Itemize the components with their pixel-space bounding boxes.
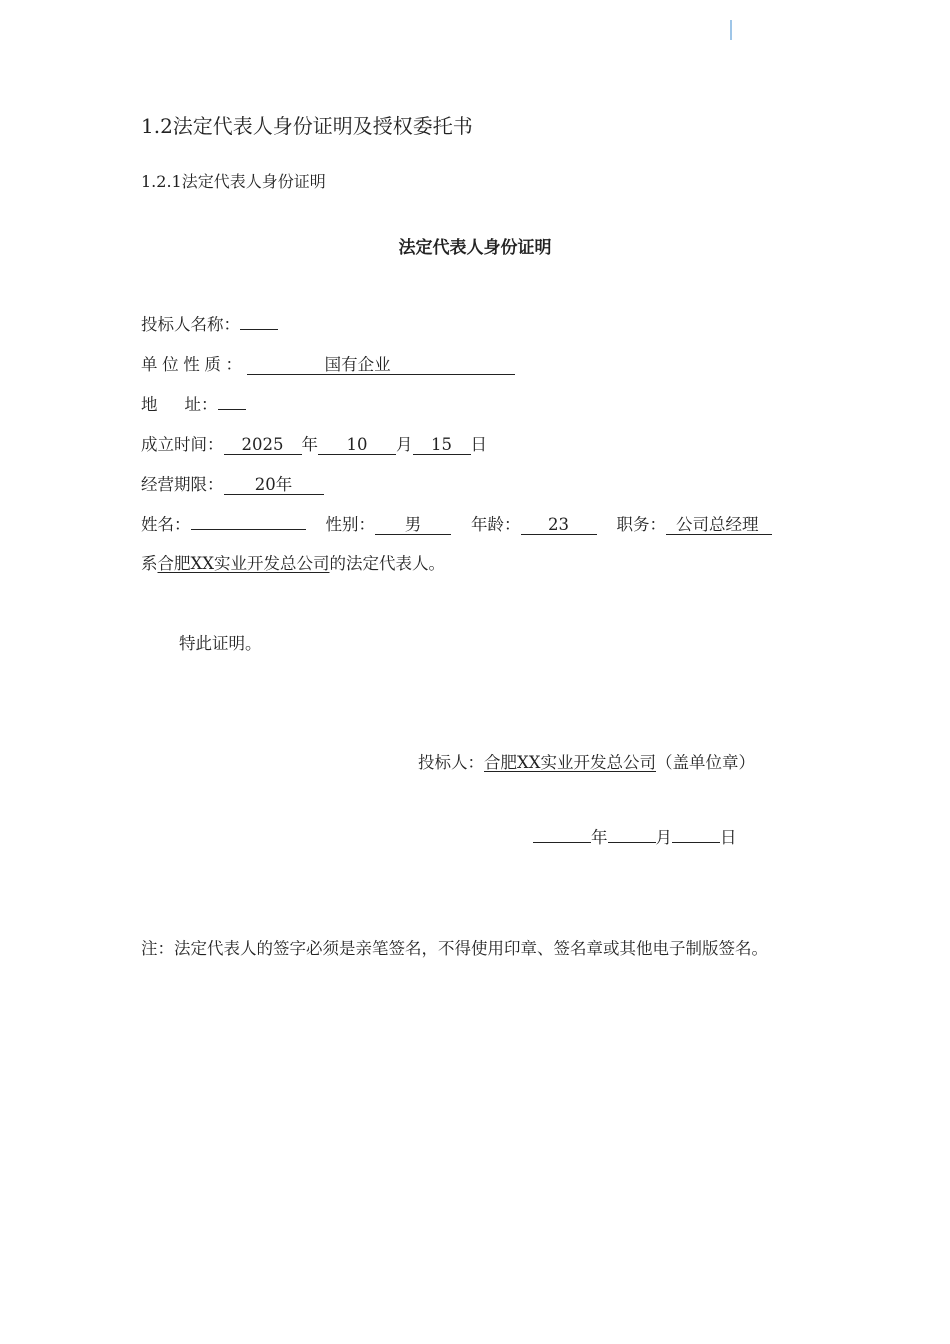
address-label-2: 址：: [184, 395, 218, 414]
term-row: [141, 474, 324, 496]
footnote: 注：法定代表人的签字必须是亲笔签名，不得使用印章、签名章或其他电子制版签名。: [141, 939, 768, 958]
founded-month-field: 10: [318, 435, 396, 455]
term-label: 经营期限：: [141, 475, 224, 494]
gender-field: 男: [375, 515, 451, 535]
founded-row: [141, 434, 487, 456]
founded-day-unit: 日: [470, 435, 487, 454]
signature-label: 投标人：: [418, 753, 484, 772]
bidder-name-field: [240, 329, 278, 330]
section-heading: 1.2法定代表人身份证明及授权委托书: [141, 114, 473, 138]
position-label: 职务：: [616, 515, 666, 534]
gender-label: 性别：: [325, 515, 375, 534]
position-field: 公司总经理: [666, 515, 772, 535]
signature-row: [418, 752, 755, 774]
bidder-name-row: [141, 314, 278, 336]
subsection-heading: 1.2.1法定代表人身份证明: [141, 172, 326, 191]
address-row: [141, 394, 246, 416]
date-row: [533, 827, 737, 849]
unit-nature-label: 单位性质：: [141, 355, 247, 374]
address-field: [218, 409, 246, 410]
age-label: 年龄：: [471, 515, 521, 534]
statement-row: [141, 553, 445, 575]
document-title: 法定代表人身份证明: [398, 238, 552, 258]
statement-suffix: 的法定代表人。: [329, 554, 445, 573]
date-month-field: [608, 842, 656, 843]
address-label-1: 地: [141, 395, 158, 414]
date-day-field: [672, 842, 720, 843]
person-row: [141, 514, 772, 536]
unit-nature-field: 国有企业: [247, 355, 515, 375]
page-corner-mark: [730, 20, 732, 40]
statement-company: 合肥XX实业开发总公司: [157, 554, 330, 573]
founded-year-unit: 年: [301, 435, 318, 454]
date-day-unit: 日: [720, 828, 737, 847]
signature-company: 合肥XX实业开发总公司: [484, 753, 656, 772]
date-month-unit: 月: [655, 828, 672, 847]
seal-note: （盖单位章）: [656, 753, 755, 772]
age-field: 23: [521, 515, 597, 535]
founded-label: 成立时间：: [141, 435, 224, 454]
date-year-unit: 年: [591, 828, 608, 847]
founded-month-unit: 月: [396, 435, 413, 454]
bidder-name-label: 投标人名称：: [141, 315, 240, 334]
date-year-field: [533, 842, 591, 843]
name-field: [191, 529, 306, 530]
statement-prefix: 系: [141, 554, 158, 573]
unit-nature-row: [141, 354, 515, 376]
founded-day-field: 15: [413, 435, 471, 455]
founded-year-field: 2025: [224, 435, 302, 455]
certify-text: 特此证明。: [179, 634, 262, 653]
term-field: 20年: [224, 475, 324, 495]
name-label: 姓名：: [141, 515, 191, 534]
